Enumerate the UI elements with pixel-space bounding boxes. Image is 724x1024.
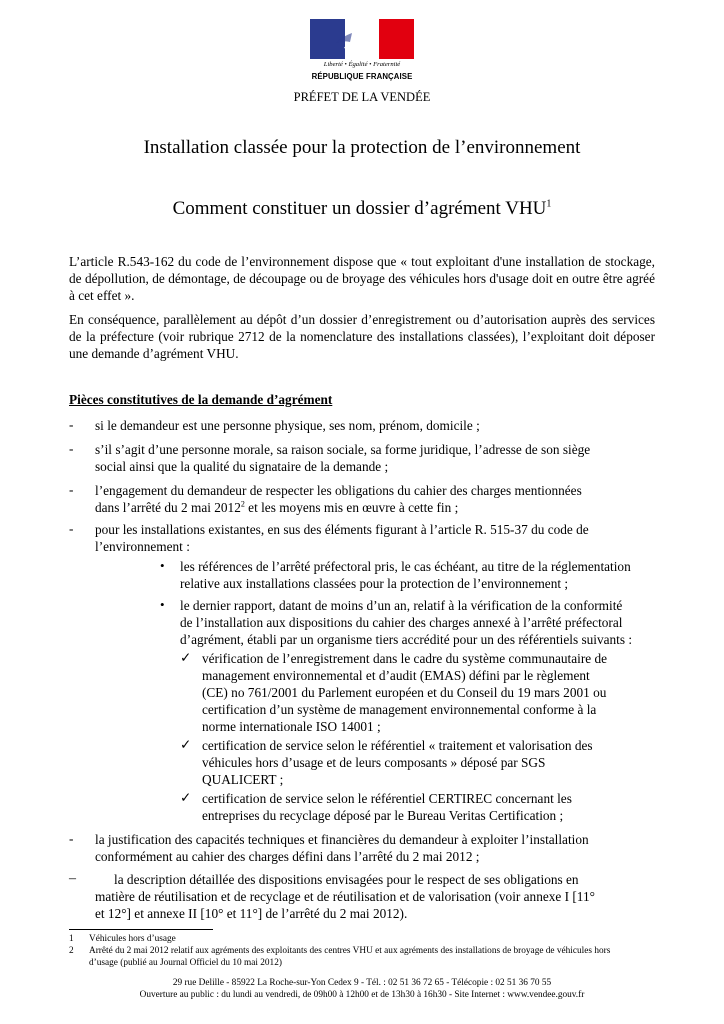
check-item-line: véhicules hors d’usage et de leurs composants » déposé par SGS	[202, 755, 546, 770]
footnote-ref: 2	[240, 499, 245, 509]
check-item-line: certification de service selon le référentiel « traitement et valorisation des	[202, 738, 593, 753]
check-item-line: management environnemental et d’audit (EMAS) défini par le règlement	[202, 668, 590, 683]
marianne-profile-icon	[332, 19, 392, 59]
intro-paragraph-2: En conséquence, parallèlement au dépôt d’un dossier d’enregistrement ou d’autorisation auprès des services de la préfecture (voir rubrique 2712 de la nomenclature des installations classées), l’exploitant doit déposer une demande d’agrément VHU.	[69, 312, 655, 361]
list-item-line: pour les installations existantes, en sus des éléments figurant à l’article R. 515-37 du code de	[95, 522, 589, 537]
check-item-line: vérification de l’enregistrement dans le cadre du système communautaire de	[202, 651, 608, 666]
dash-marker: -	[69, 441, 74, 456]
check-item-line: QUALICERT ;	[202, 772, 284, 787]
prefect-label: PRÉFET DE LA VENDÉE	[293, 90, 431, 104]
section-heading: Pièces constitutives de la demande d’agrément	[69, 392, 333, 407]
marianne-logo	[310, 19, 414, 83]
bullet-marker: •	[160, 597, 165, 612]
bullet-item-line: relative aux installations classées pour la protection de l’environnement ;	[180, 576, 569, 591]
list-item-line: la justification des capacités techniques et financières du demandeur à exploiter l’installation	[95, 832, 589, 847]
footer-hours: Ouverture au public : du lundi au vendredi, de 09h00 à 12h00 et de 13h30 à 16h30 - Site Internet : www.vendee.gouv.fr	[139, 990, 585, 1000]
dash-marker: -	[69, 521, 74, 536]
bullet-item-line: le dernier rapport, datant de moins d’un an, relatif à la vérification de la conformité	[180, 598, 623, 613]
footnote-separator	[69, 929, 213, 930]
list-item-line: la description détaillée des dispositions envisagées pour le respect de ses obligations en	[114, 872, 579, 887]
checkmark-icon: ✓	[180, 650, 192, 665]
list-item-line: dans l’arrêté du 2 mai 2012$^2$ et les moyens mis en œuvre à cette fin ;	[95, 499, 459, 515]
checkmark-icon: ✓	[180, 790, 192, 805]
list-item-line: et 12°] et annexe II [10° et 11°] de l’arrêté du 2 mai 2012).	[95, 906, 408, 921]
check-item-line: entreprises du recyclage déposé par le Bureau Veritas Certification ;	[202, 808, 564, 823]
list-item-line: matière de réutilisation et de recyclage et de réutilisation et de valorisation (voir annexe I [11°	[95, 889, 595, 904]
page-title: Installation classée pour la protection de l’environnement	[143, 137, 581, 158]
tricolor-flag	[310, 19, 414, 59]
dash-marker: -	[69, 831, 74, 846]
check-item-line: (CE) no 761/2001 du Parlement européen et du Conseil du 19 mars 2001 ou	[202, 685, 607, 700]
republic-name: RÉPUBLIQUE FRANÇAISE	[311, 72, 413, 81]
intro-paragraph-1: L’article R.543-162 du code de l’environnement dispose que « tout exploitant d'une installation de stockage, de dépollution, de démontage, de découpage ou de broyage des véhicules hors d'usage doit en outre être agréé à cet effet ».	[69, 254, 655, 303]
dash-marker: –	[69, 871, 76, 886]
document-page: Liberté • Égalité • Fraternité RÉPUBLIQUE FRANÇAISE PRÉFET DE LA VENDÉE Installation classée pour la protection de l’environnement Comment constituer un dossier d’agrément VHU$^1$ L’article R.543-162 du code de l’environnement dispose que « tout exploitant d'une installation de stockage, de dépollution, de démontage, de découpage ou de broyage des véhicules hors d'usage doit en outre être agréé à cet effet ». En conséquence, parallèlement au dépôt d’un dossier d’enregistrement ou d’autorisation auprès des services de la préfecture (voir rubrique 2712 de la nomenclature des installations classées), l’exploitant doit déposer une demande d’agrément VHU. Pièces constitutives de la demande d’agrément - si le demandeur est une personne physique, ses nom, prénom, domicile ; - s’il s’agit d’une personne morale, sa raison sociale, sa forme juridique, l’adresse de son siège social ainsi que la qualité du signataire de la demande ; - l’engagement du demandeur de respecter les obligations du cahier des charges mentionnées dans l’arrêté du 2 mai 2012$^2$ et les moyens mis en œuvre à cette fin ; - pour les installations existantes, en sus des éléments figurant à l’article R. 515-37 du code de l’environnement : • les références de l’arrêté préfectoral pris, le cas échéant, au titre de la réglementation relative aux installations classées pour la protection de l’environnement ; • le dernier rapport, datant de moins d’un an, relatif à la vérification de la conformité de l’installation aux dispositions du cahier des charges annexé à l’arrêté préfectoral d’agrément, établi par un organisme tiers accrédité pour un des référentiels suivants : ✓ vérification de l’enregistrement dans le cadre du système communautaire de management environnemental et d’audit (EMAS) défini par le règlement (CE) no 761/2001 du Parlement européen et du Conseil du 19 mars 2001 ou certification d’un système de management environnemental conforme à la norme internationale ISO 14001 ; ✓ certification de service selon le référentiel « traitement et valorisation des véhicules hors d’usage et de leurs composants » déposé par SGS QUALICERT ; ✓ certification de service selon le référentiel CERTIREC concernant les entreprises du recyclage déposé par le Bureau Veritas Certification ; - la justification des capacités techniques et financières du demandeur à exploiter l’installation conformément au cahier des charges défini dans l’arrêté du 2 mai 2012 ; – la description détaillée des dispositions envisagées pour le respect de ses obligations en matière de réutilisation et de recyclage et de réutilisation et de valorisation (voir annexe I [11° et 12°] et annexe II [10° et 11°] de l’arrêté du 2 mai 2012). 1 Véhicules hors d’usage 2 Arrêté du 2 mai 2012 relatif aux agréments des exploitants des centres VHU et aux agréments des installations de broyage de véhicules hors d’usage (publié au Journal Officiel du 10 mai 2012) 29 rue Delille - 85922 La Roche-sur-Yon Cedex 9 - Tél. : 02 51 36 72 65 - Télécopie : 02 51 36 70 55 Ouverture au public : du lundi au vendredi, de 09h00 à 12h00 et de 13h30 à 16h30 - Site Internet : www.vendee.gouv.fr	[0, 0, 724, 1024]
dash-marker: -	[69, 482, 74, 497]
bullet-item-line: les références de l’arrêté préfectoral pris, le cas échéant, au titre de la réglementation	[180, 559, 631, 574]
footnote-ref: 1	[546, 198, 552, 210]
check-item-line: norme internationale ISO 14001 ;	[202, 719, 381, 734]
bullet-marker: •	[160, 558, 165, 573]
bullet-item-line: d’agrément, établi par un organisme tiers accrédité pour un des référentiels suivants :	[180, 632, 633, 647]
check-item-line: certification d’un système de management environnemental conforme à la	[202, 702, 597, 717]
footer-address: 29 rue Delille - 85922 La Roche-sur-Yon Cedex 9 - Tél. : 02 51 36 72 65 - Télécopie : 02 51 36 70 55	[172, 978, 552, 988]
list-item-line: l’environnement :	[95, 539, 190, 554]
list-item: si le demandeur est une personne physique, ses nom, prénom, domicile ;	[95, 418, 480, 433]
bullet-item-line: de l’installation aux dispositions du cahier des charges annexé à l’arrêté préfectoral	[180, 615, 623, 630]
page-subtitle: Comment constituer un dossier d’agrément VHU$^1$	[172, 198, 552, 219]
list-item-line: s’il s’agit d’une personne morale, sa raison sociale, sa forme juridique, l’adresse de son siège	[95, 442, 591, 457]
dash-marker: -	[69, 417, 74, 432]
check-item-line: certification de service selon le référentiel CERTIREC concernant les	[202, 791, 572, 806]
list-item-line: conformément au cahier des charges défini dans l’arrêté du 2 mai 2012 ;	[95, 849, 480, 864]
list-item-line: social ainsi que la qualité du signataire de la demande ;	[95, 459, 389, 474]
republic-motto: Liberté • Égalité • Fraternité	[323, 61, 401, 68]
list-item-line: l’engagement du demandeur de respecter les obligations du cahier des charges mentionnées	[95, 483, 582, 498]
checkmark-icon: ✓	[180, 737, 192, 752]
